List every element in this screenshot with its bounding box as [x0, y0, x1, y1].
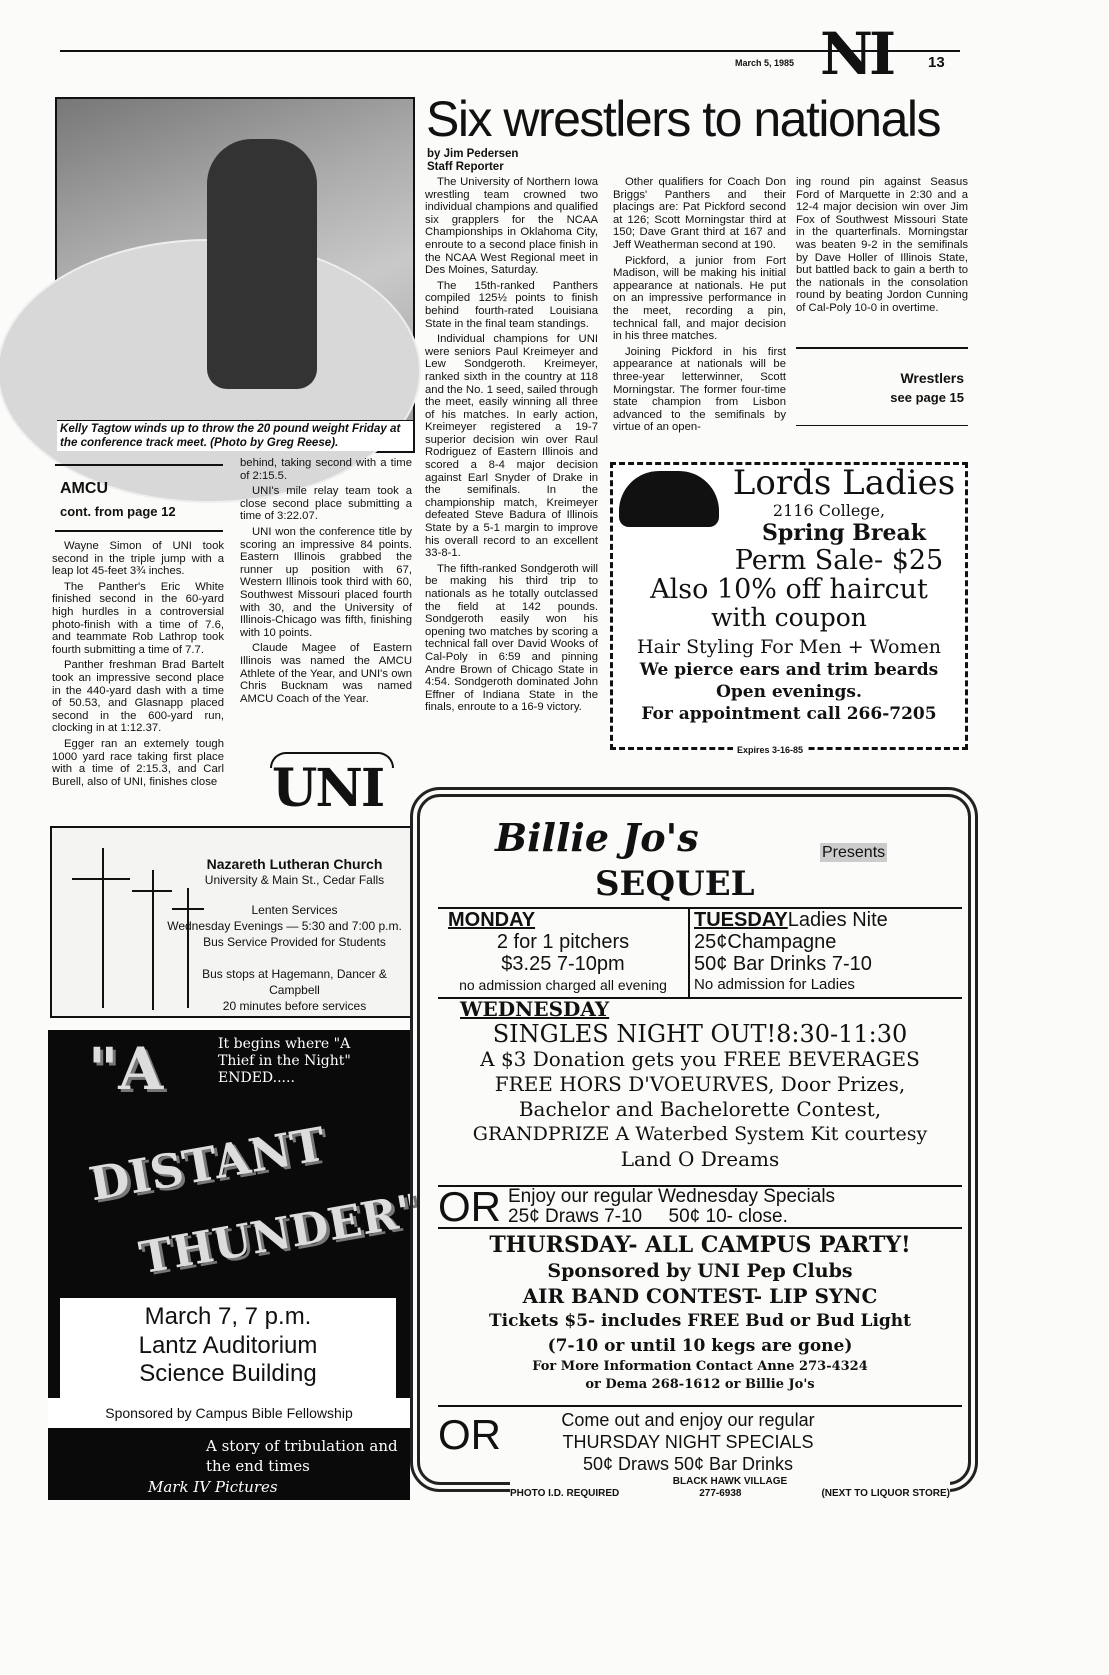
- billie-note: (NEXT TO LIQUOR STORE): [821, 1488, 950, 1499]
- thursday-block: [438, 1231, 962, 1394]
- paragraph: Pickford, a junior from Fort Madison, will be making his initial appearance at nationals. He put on an impressive performance in the meet, recording a pin, technical fall, and major decision in his three matches.: [613, 254, 786, 343]
- church-line: Bus stops at Hagemann, Dancer & Campbell: [202, 967, 387, 997]
- paragraph: Other qualifiers for Coach Don Briggs' Panthers and their placings are: Pat Pickford second at 126; Scott Morningstar third at 150; Dave Grant third at 167 and Jeff Weatherman second at 190.: [613, 176, 786, 251]
- wednesday-line: Land O Dreams: [620, 1147, 780, 1171]
- lords-line: Perm Sale- $25: [734, 545, 944, 576]
- wrestling-col-2: [613, 176, 786, 437]
- lords-line: Open evenings.: [716, 682, 862, 702]
- wednesday-block: [438, 997, 962, 1172]
- billie-name: Billie Jo's: [495, 815, 699, 860]
- crosses-icon: [72, 848, 132, 998]
- church-address: University & Main St., Cedar Falls: [204, 873, 385, 887]
- headline: Six wrestlers to nationals: [426, 91, 941, 147]
- or-line: Come out and enjoy our regular: [561, 1410, 815, 1430]
- jump-page: see page 15: [890, 390, 964, 405]
- lords-ladies-ad: [610, 462, 968, 755]
- amcu-col-2: [240, 457, 412, 708]
- monday-block: [438, 909, 690, 997]
- thursday-line: or Dema 268-1612 or Billie Jo's: [585, 1377, 815, 1392]
- wednesday-line: Bachelor and Bachelorette Contest,: [518, 1097, 882, 1121]
- thunder-tagline: A story of tribulation and the end times: [206, 1437, 398, 1475]
- paragraph: ing round pin against Seasus Ford of Marquette in 2:30 and a 12-4 major decision win over Jim Fox of Southwest Missouri State in the quarterfinals. Morningstar was beaten 9-2 in the semifinals by Dave Holler of Illinois State, but battled back to gain a berth to the nationals in the consolation round by beating Jordon Cunning of Cal-Poly 10-0 in overtime.: [796, 176, 968, 314]
- coupon-expiry: Expires 3-16-85: [733, 745, 807, 756]
- id-required: PHOTO I.D. REQUIRED: [510, 1488, 620, 1499]
- lords-line: Spring Break: [762, 520, 926, 546]
- or-line: 25¢ Draws 7-10 50¢ 10- close.: [508, 1206, 788, 1227]
- thursday-line: AIR BAND CONTEST- LIP SYNC: [522, 1284, 878, 1308]
- paragraph: behind, taking second with a time of 2:15.5.: [240, 457, 412, 482]
- wrestling-col-3: [796, 176, 968, 318]
- photo-caption: Kelly Tagtow winds up to throw the 20 pound weight Friday at the conference track meet. (Photo by Greg Reese).: [57, 420, 413, 451]
- billie-sequel: SEQUEL: [595, 864, 755, 904]
- church-line: Lenten Services: [251, 903, 338, 917]
- studio-logo: Mark IV Pictures: [148, 1478, 278, 1496]
- monday-line: no admission charged all evening: [459, 977, 667, 993]
- issue-date: March 5, 1985: [735, 58, 795, 68]
- thunder-title-3: THUNDER": [135, 1184, 425, 1285]
- tuesday-line: 25¢Champagne: [694, 931, 837, 953]
- tuesday-line: 50¢ Bar Drinks 7-10: [694, 953, 872, 975]
- amcu-col-1: [52, 540, 224, 791]
- divider: [796, 425, 968, 426]
- thunder-title-2: DISTANT: [85, 1116, 330, 1212]
- billie-location: BLACK HAWK VILLAGE: [672, 1476, 788, 1487]
- monday-line: 2 for 1 pitchers: [496, 931, 630, 953]
- billie-footer: [510, 1476, 950, 1500]
- wednesday-specials: [438, 1185, 962, 1229]
- uni-panther-logo: [262, 752, 402, 819]
- thunder-place: Science Building: [139, 1360, 317, 1387]
- jump-title: Wrestlers: [900, 370, 964, 386]
- lords-address: 2116 College,: [772, 501, 886, 520]
- or-line: THURSDAY NIGHT SPECIALS: [562, 1432, 814, 1452]
- or-line: Enjoy our regular Wednesday Specials: [508, 1186, 836, 1207]
- paragraph: Joining Pickford in his first appearance at nationals will be three-year letterwinner, Scott Morningstar. The former four-time state champion from Lisbon advanced to the semifinals by virtue of an open-: [613, 345, 786, 434]
- lords-name: Lords Ladies: [732, 463, 956, 503]
- thursday-line: Sponsored by UNI Pep Clubs: [547, 1260, 853, 1282]
- wednesday-line: A $3 Donation gets you FREE BEVERAGES: [480, 1047, 920, 1071]
- church-line: 20 minutes before services: [222, 999, 367, 1013]
- billie-presents: Presents: [822, 844, 886, 861]
- wrestling-col-1: [425, 176, 598, 717]
- ni-logo: NI: [820, 20, 893, 88]
- byline-title: Staff Reporter: [427, 161, 504, 173]
- amcu-title: AMCU: [60, 480, 108, 497]
- paragraph: UNI won the conference title by scoring an impressive 84 points. Eastern Illinois grabbed the runner up position with 67, Western Illinois took third with 60, Southwest Missouri placed fourth with 30, and the University of Illinois-Chicago was fifth, finishing with 10 points.: [240, 525, 412, 639]
- divider: [796, 347, 968, 349]
- church-ad: [50, 826, 412, 1018]
- church-name: Nazareth Lutheran Church: [206, 856, 383, 872]
- church-text: [167, 856, 407, 1014]
- tuesday-label: TUESDAY: [694, 909, 788, 931]
- paragraph: Individual champions for UNI were seniors Paul Kreimeyer and Lew Sondgeroth. Kreimeyer, ranked sixth in the country at 118 and the No. 1 seed, sailed through the meet, easily winning all three of his matches. In early action, Kreimeyer registered a 19-7 superior decision win over Raul Rodriguez of Eastern Illinois and scored a 8-4 major decision against Earl Snyder of Drake in the semifinals. In the championship match, Kreimeyer defeated Steve Badura of Illinois State by a 5-1 margin to improve his overall record to an excellent 33-8-1.: [425, 333, 598, 560]
- thunder-sponsor: Sponsored by Campus Bible Fellowship: [48, 1398, 410, 1428]
- amcu-continued[interactable]: cont. from page 12: [60, 504, 176, 519]
- divider: [55, 464, 223, 466]
- tuesday-block: [694, 909, 962, 995]
- tuesday-subtitle: Ladies Nite: [787, 909, 888, 931]
- thursday-line: Tickets $5- includes FREE Bud or Bud Light: [488, 1311, 912, 1331]
- byline-name: by Jim Pedersen: [427, 148, 519, 160]
- lords-line: with coupon: [711, 603, 867, 632]
- church-line: Wednesday Evenings — 5:30 and 7:00 p.m.: [167, 919, 402, 933]
- or-text: [518, 1409, 858, 1475]
- or-line: 50¢ Draws 50¢ Bar Drinks: [582, 1454, 794, 1474]
- paragraph: The fifth-ranked Sondgeroth will be making his third trip to nationals as he totally outclassed the field at 142 pounds. Sondgeroth easily won his opening two matches by scoring a technical fall over David Wooks of Cal-Poly in 6:59 and pinning Andre Brown of Chicago State in 4:54. Sondgeroth dominated John Effner of Indiana State in the finals, enroute to a 16-9 victory.: [425, 562, 598, 714]
- or-text: [508, 1187, 835, 1227]
- paragraph: The 15th-ranked Panthers compiled 125½ points to finish behind fourth-rated Louisiana State in the final team standings.: [425, 279, 598, 330]
- lords-line: Hair Styling For Men + Women: [637, 636, 941, 658]
- thursday-line: THURSDAY- ALL CAMPUS PARTY!: [489, 1232, 911, 1258]
- or-label: OR: [438, 1411, 501, 1458]
- thursday-line: (7-10 or until 10 kegs are gone): [547, 1336, 853, 1356]
- thunder-date: March 7, 7 p.m.: [144, 1303, 312, 1330]
- monday-tuesday-row: [438, 907, 962, 999]
- page-number: 13: [928, 54, 945, 71]
- monday-line: $3.25 7-10pm: [501, 953, 625, 975]
- paragraph: Panther freshman Brad Bartelt took an impressive second place in the 440-yard dash with a time of 50.53, and Glasnapp placed second in the 600-yard run, clocking in at 1:12.37.: [52, 659, 224, 735]
- wednesday-line: SINGLES NIGHT OUT!8:30-11:30: [492, 1020, 908, 1048]
- lords-line: We pierce ears and trim beards: [639, 660, 939, 680]
- wednesday-line: FREE HORS D'VOEURVES, Door Prizes,: [494, 1072, 906, 1096]
- billie-jos-ad: [400, 757, 980, 1502]
- wednesday-label: WEDNESDAY: [460, 997, 610, 1021]
- tuesday-line: No admission for Ladies: [694, 976, 855, 993]
- faces-illustration: [619, 471, 719, 527]
- lords-line: Also 10% off haircut: [650, 574, 928, 605]
- lords-line: For appointment call 266-7205: [641, 704, 937, 724]
- distant-thunder-ad: [48, 1030, 425, 1500]
- paragraph: Egger ran an extemely tough 1000 yard race taking first place with a time of 2:15.3, and Carl Burell, also of UNI, finishes close: [52, 737, 224, 788]
- track-photo: [55, 97, 415, 453]
- or-label: OR: [438, 1183, 501, 1230]
- athlete-figure: [207, 139, 317, 389]
- paragraph: UNI's mile relay team took a close second place submitting a time of 3:22.07.: [240, 485, 412, 523]
- thunder-details: [60, 1298, 396, 1398]
- jump-reference[interactable]: [796, 370, 964, 405]
- paragraph: The Panther's Eric White finished second in the 60-yard high hurdles in a controversial photo-finish with a time of 7.6, and teammate Rob Lathrop took fourth submitting a time of 7.7.: [52, 580, 224, 656]
- amcu-heading: [60, 480, 176, 519]
- uni-logo-text: UNI: [272, 758, 384, 819]
- billie-phone: 277-6938: [699, 1488, 742, 1499]
- thunder-place: Lantz Auditorium: [138, 1332, 318, 1359]
- thunder-intro: It begins where "A Thief in the Night" ENDED.....: [218, 1036, 351, 1086]
- paragraph: Wayne Simon of UNI took second in the triple jump with a leap lot 45-feet 3¾ inches.: [52, 540, 224, 578]
- thursday-line: For More Information Contact Anne 273-4324: [532, 1359, 868, 1374]
- church-line: Bus Service Provided for Students: [203, 935, 386, 949]
- monday-label: MONDAY: [448, 909, 536, 931]
- thunder-title-1: "A: [88, 1035, 164, 1103]
- thursday-specials: [438, 1405, 962, 1477]
- wednesday-line: GRANDPRIZE A Waterbed System Kit courtesy: [472, 1123, 928, 1145]
- paragraph: Claude Magee of Eastern Illinois was named the AMCU Athlete of the Year, and UNI's own Chris Bucknam was named AMCU Coach of the Year.: [240, 642, 412, 705]
- paragraph: The University of Northern Iowa wrestling team crowned two individual champions and qualified six grapplers for the NCAA Championships in Oklahoma City, enroute to a second place finish in the NCAA West Regional meet in Des Moines, Saturday.: [425, 176, 598, 277]
- divider: [55, 530, 223, 532]
- byline: [427, 148, 518, 174]
